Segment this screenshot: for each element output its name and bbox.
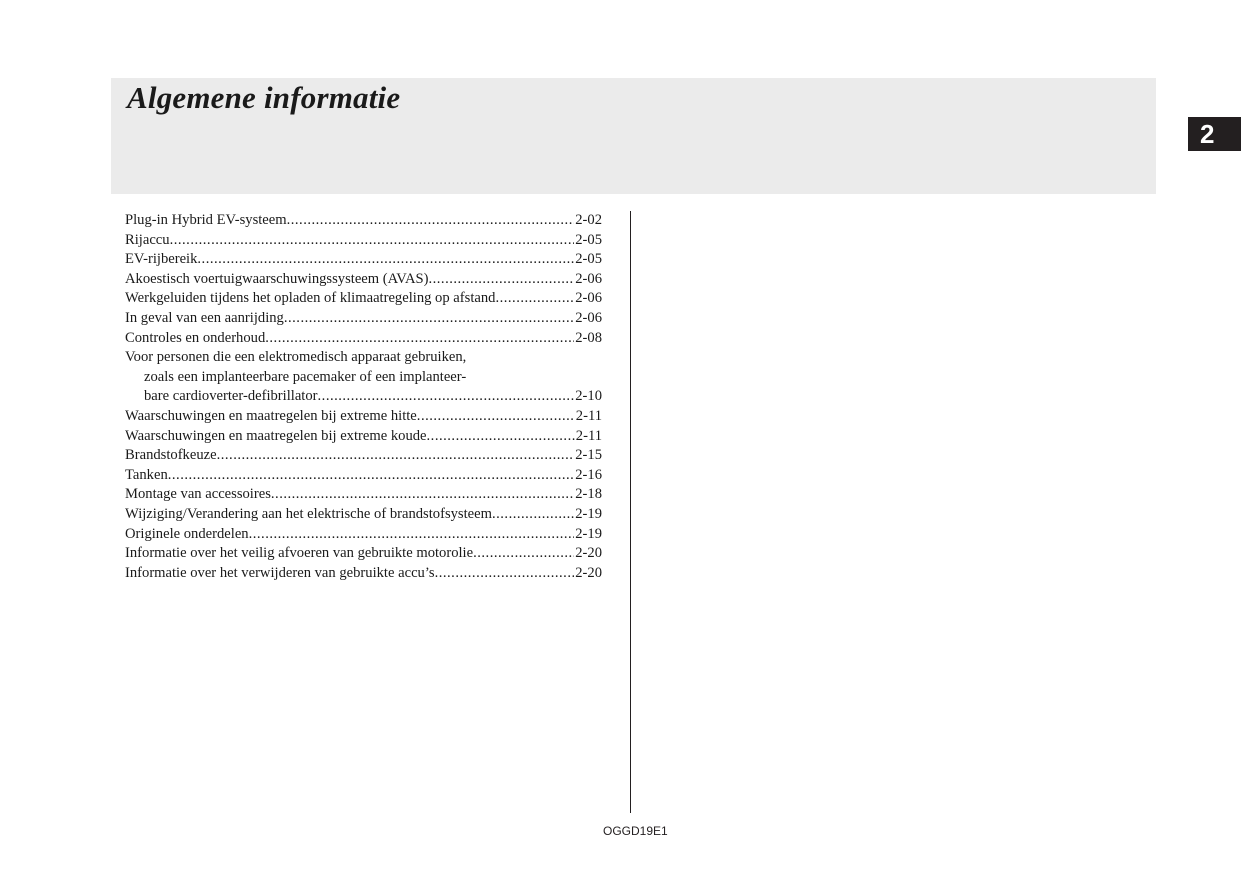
toc-item-label-line3: bare cardioverter-defibrillator xyxy=(144,388,318,405)
toc-item[interactable] xyxy=(125,427,602,447)
toc-item-page: 2-20 xyxy=(575,545,602,562)
toc-leader-dots xyxy=(495,289,574,309)
toc-item-page: 2-11 xyxy=(575,427,602,444)
toc-item-label: Akoestisch voertuigwaarschuwingssysteem (AVAS) xyxy=(125,270,429,287)
column-divider xyxy=(630,211,631,813)
toc-item[interactable] xyxy=(125,309,602,329)
toc-item-label: Controles en onderhoud xyxy=(125,329,266,346)
toc-item-label: Waarschuwingen en maatregelen bij extreme hitte xyxy=(125,407,417,424)
toc-item-label: Originele onderdelen xyxy=(125,525,249,542)
toc-leader-dots xyxy=(271,485,574,505)
toc-item-page: 2-02 xyxy=(575,212,602,228)
toc-item[interactable] xyxy=(125,250,602,270)
toc-item[interactable] xyxy=(125,564,602,584)
toc-item[interactable] xyxy=(125,525,602,545)
footer-code: OGGD19E1 xyxy=(603,824,668,838)
toc-item-page: 2-16 xyxy=(575,466,602,483)
toc-item-multiline[interactable] xyxy=(125,348,602,407)
toc-item[interactable] xyxy=(125,446,602,466)
toc-leader-dots xyxy=(249,525,575,545)
toc-item-page: 2-05 xyxy=(575,251,602,268)
toc-item-label: Waarschuwingen en maatregelen bij extreme koude xyxy=(125,427,427,444)
toc-leader-dots xyxy=(417,407,575,427)
toc-item[interactable] xyxy=(125,544,602,564)
toc-item-page: 2-06 xyxy=(575,290,602,307)
toc-item-label: Informatie over het verwijderen van gebruikte accu’s xyxy=(125,564,435,581)
toc-item[interactable] xyxy=(125,289,602,309)
toc-item-label: In geval van een aanrijding xyxy=(125,309,284,326)
toc-item-page: 2-11 xyxy=(575,407,602,424)
toc-leader-dots xyxy=(287,211,575,231)
toc-item-label: Montage van accessoires xyxy=(125,486,271,503)
table-of-contents xyxy=(125,211,602,583)
toc-item-page: 2-20 xyxy=(575,564,602,581)
chapter-tab: 2 xyxy=(1188,117,1241,151)
toc-item[interactable] xyxy=(125,211,602,231)
toc-leader-dots xyxy=(265,329,574,349)
toc-item[interactable] xyxy=(125,407,602,427)
toc-item[interactable] xyxy=(125,270,602,290)
toc-item-page: 2-05 xyxy=(575,231,602,248)
toc-leader-dots xyxy=(492,505,574,525)
toc-item-page: 2-08 xyxy=(575,329,602,346)
toc-item-page: 2-15 xyxy=(575,447,602,464)
toc-leader-dots xyxy=(197,250,574,270)
toc-item-label-line1: Voor personen die een elektromedisch apparaat gebruiken, xyxy=(125,349,467,366)
toc-item[interactable] xyxy=(125,485,602,505)
toc-leader-dots xyxy=(428,270,574,290)
toc-item-page: 2-18 xyxy=(575,486,602,503)
toc-item-page: 2-19 xyxy=(575,525,602,542)
toc-leader-dots xyxy=(318,387,575,407)
page-title: Algemene informatie xyxy=(127,80,401,115)
toc-item[interactable] xyxy=(125,505,602,525)
toc-item-label-line2: zoals een implanteerbare pacemaker of een implanteer- xyxy=(144,368,467,385)
toc-item-page: 2-06 xyxy=(575,309,602,326)
toc-item-label: Werkgeluiden tijdens het opladen of klimaatregeling op afstand xyxy=(125,290,496,307)
toc-item[interactable] xyxy=(125,329,602,349)
toc-item-page: 2-10 xyxy=(575,388,602,405)
toc-item-label: Brandstofkeuze xyxy=(125,447,217,464)
toc-item-label: Wijziging/Verandering aan het elektrische of brandstofsysteem xyxy=(125,505,492,522)
toc-item-page: 2-19 xyxy=(575,505,602,522)
toc-item-label: Rijaccu xyxy=(125,231,170,248)
toc-leader-dots xyxy=(168,466,574,486)
toc-item-label: Plug-in Hybrid EV-systeem xyxy=(125,212,287,228)
toc-leader-dots xyxy=(427,427,575,447)
toc-item-label: Tanken xyxy=(125,466,168,483)
toc-item[interactable] xyxy=(125,231,602,251)
toc-leader-dots xyxy=(217,446,575,466)
toc-leader-dots xyxy=(170,231,575,251)
toc-leader-dots xyxy=(284,309,574,329)
toc-item-label: EV-rijbereik xyxy=(125,251,198,268)
toc-item-label: Informatie over het veilig afvoeren van gebruikte motorolie xyxy=(125,545,474,562)
toc-item-page: 2-06 xyxy=(575,270,602,287)
toc-leader-dots xyxy=(473,544,574,564)
toc-item[interactable] xyxy=(125,466,602,486)
toc-leader-dots xyxy=(435,564,575,584)
header-band xyxy=(111,78,1156,194)
